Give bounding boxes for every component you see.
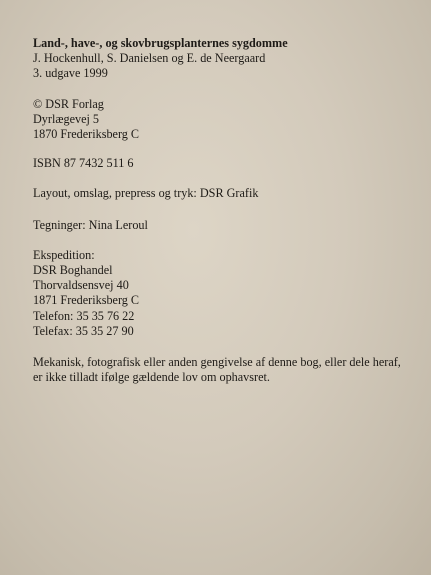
publisher-copyright: © DSR Forlag (33, 96, 104, 111)
distribution-heading: Ekspedition: (33, 247, 95, 262)
publisher-info (33, 97, 425, 143)
illustration-credit: Tegninger: Nina Leroul (33, 217, 148, 232)
isbn: ISBN 87 7432 511 6 (33, 156, 134, 171)
distribution-street: Thorvaldsensvej 40 (33, 278, 129, 293)
distribution-fax: Telefax: 35 35 27 90 (33, 323, 134, 338)
production-credit: Layout, omslag, prepress og tryk: DSR Grafik (33, 186, 259, 201)
distribution-city: 1871 Frederiksberg C (33, 293, 140, 308)
illustration-block (33, 218, 425, 233)
rights-notice-line-2: er ikke tilladt ifølge gældende lov om ophavsret. (33, 370, 270, 385)
distribution-phone: Telefon: 35 35 76 22 (33, 308, 135, 323)
distribution-info (33, 248, 425, 339)
book-authors: J. Hockenhull, S. Danielsen og E. de Neergaard (33, 51, 266, 66)
rights-notice (33, 355, 425, 385)
isbn-block (33, 156, 425, 171)
publisher-city: 1870 Frederiksberg C (33, 127, 140, 142)
rights-notice-line-1: Mekanisk, fotografisk eller anden gengivelse af denne bog, eller dele heraf, (33, 355, 401, 370)
book-edition: 3. udgave 1999 (33, 66, 108, 81)
production-block (33, 186, 425, 201)
publisher-street: Dyrlægevej 5 (33, 111, 100, 126)
colophon-page (33, 36, 425, 385)
book-title: Land-, have-, og skovbrugsplanternes sygdomme (33, 36, 288, 50)
distribution-name: DSR Boghandel (33, 263, 113, 278)
book-info (33, 36, 425, 82)
